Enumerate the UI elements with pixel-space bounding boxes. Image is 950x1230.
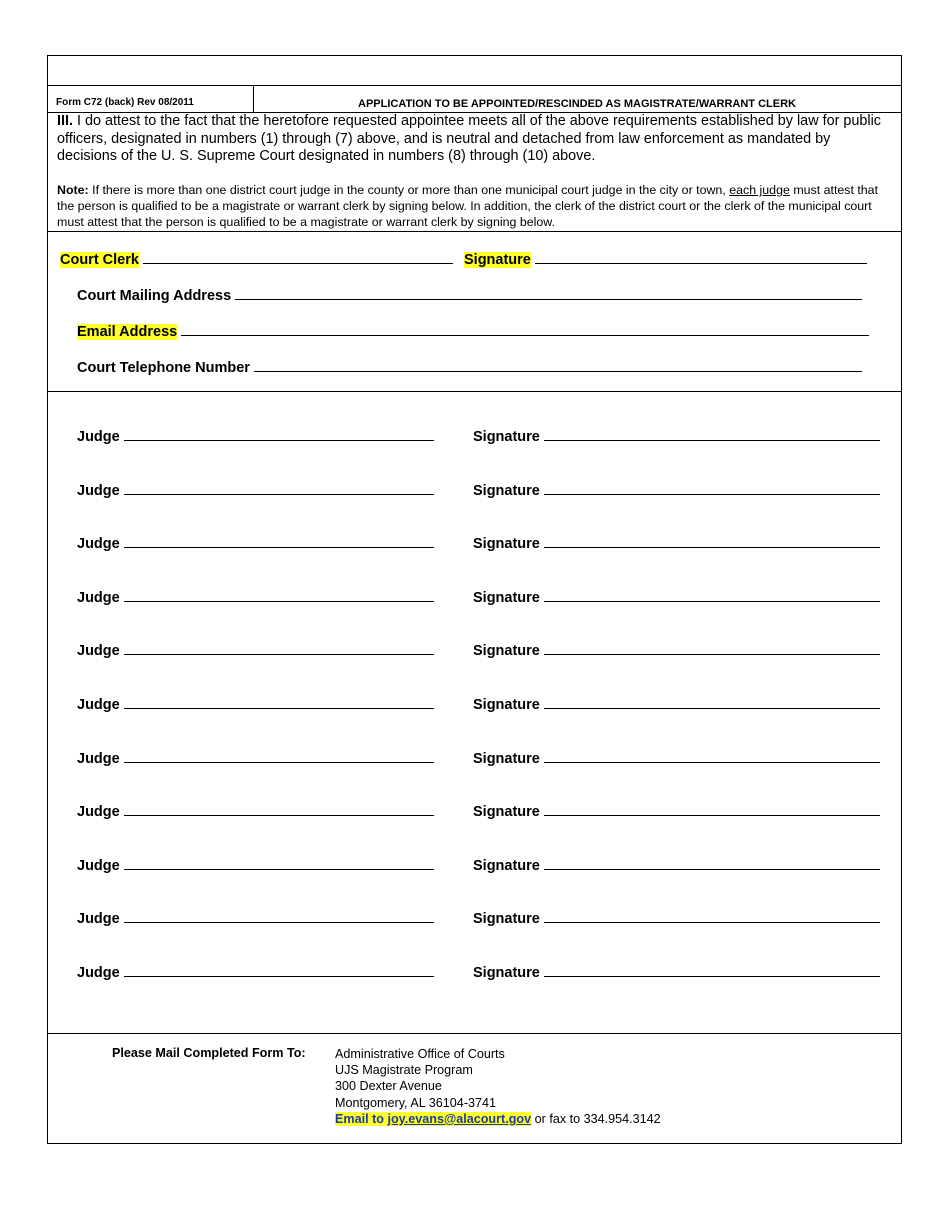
judge-label: Judge: [77, 965, 120, 981]
judge-signature-field[interactable]: [473, 640, 880, 659]
judge-field[interactable]: [77, 855, 434, 874]
judge-label: Judge: [77, 643, 120, 659]
judge-signature-label: Signature: [473, 429, 540, 445]
clerk-signature-label: Signature: [464, 252, 531, 268]
judge-field[interactable]: [77, 908, 434, 927]
judge-signature-line[interactable]: [544, 480, 880, 495]
judge-signature-line[interactable]: [544, 426, 880, 441]
judge-signature-field[interactable]: [473, 533, 880, 552]
judge-signature-label: Signature: [473, 643, 540, 659]
court-mailing-address-field[interactable]: [77, 285, 862, 304]
mail-address: [335, 1046, 661, 1127]
judge-field[interactable]: [77, 748, 434, 767]
judge-field[interactable]: [77, 640, 434, 659]
judge-signature-label: Signature: [473, 697, 540, 713]
judge-name-line[interactable]: [124, 426, 434, 441]
judge-signature-label: Signature: [473, 858, 540, 874]
email-address-line[interactable]: [181, 321, 869, 336]
judge-signature-line[interactable]: [544, 748, 880, 763]
judge-field[interactable]: [77, 962, 434, 981]
mail-line-3: 300 Dexter Avenue: [335, 1079, 442, 1094]
judge-field[interactable]: [77, 426, 434, 445]
judge-signature-line[interactable]: [544, 962, 880, 977]
attest-bottom-rule: [48, 231, 901, 232]
mail-line-4: Montgomery, AL 36104-3741: [335, 1095, 497, 1110]
section-iii-paragraph: [57, 113, 887, 166]
email-link[interactable]: joy.evans@alacourt.gov: [387, 1111, 532, 1126]
judge-label: Judge: [77, 697, 120, 713]
judge-signature-line[interactable]: [544, 533, 880, 548]
judge-signature-line[interactable]: [544, 801, 880, 816]
judge-signature-field[interactable]: [473, 748, 880, 767]
note-paragraph: [57, 182, 897, 230]
mail-label: Please Mail Completed Form To:: [112, 1046, 306, 1060]
judge-label: Judge: [77, 483, 120, 499]
court-mailing-address-label: Court Mailing Address: [77, 288, 232, 304]
email-address-field[interactable]: [77, 321, 869, 340]
form-frame: [47, 55, 902, 1144]
judge-label: Judge: [77, 429, 120, 445]
email-prefix: Email to: [335, 1111, 388, 1126]
judge-signature-field[interactable]: [473, 908, 880, 927]
judge-label: Judge: [77, 911, 120, 927]
clerk-section-bottom-rule: [48, 391, 901, 392]
judge-signature-line[interactable]: [544, 855, 880, 870]
mail-line-2: UJS Magistrate Program: [335, 1063, 473, 1078]
judge-signature-field[interactable]: [473, 587, 880, 606]
note-text-after: must attest that the person is qualified to be a magistrate or warrant clerk by signing below. In addition, the clerk of the district court or the clerk of the municipal court must attest that the person is qualified to be a magistrate or warrant clerk by signing below.: [57, 183, 879, 229]
judge-name-line[interactable]: [124, 908, 434, 923]
mail-line-1: Administrative Office of Courts: [335, 1047, 505, 1061]
judge-signature-line[interactable]: [544, 640, 880, 655]
court-clerk-line[interactable]: [143, 249, 453, 264]
court-telephone-field[interactable]: [77, 357, 862, 376]
judge-label: Judge: [77, 751, 120, 767]
clerk-signature-field[interactable]: [464, 249, 867, 268]
judge-signature-field[interactable]: [473, 801, 880, 820]
judge-field[interactable]: [77, 480, 434, 499]
judge-name-line[interactable]: [124, 962, 434, 977]
judge-signature-label: Signature: [473, 751, 540, 767]
judge-signature-line[interactable]: [544, 694, 880, 709]
judge-name-line[interactable]: [124, 480, 434, 495]
fax-text: or fax to 334.954.3142: [531, 1111, 661, 1126]
judge-signature-field[interactable]: [473, 962, 880, 981]
note-label: Note:: [57, 183, 89, 197]
court-clerk-field[interactable]: [60, 249, 453, 268]
form-title: APPLICATION TO BE APPOINTED/RESCINDED AS MAGISTRATE/WARRANT CLERK: [358, 98, 796, 110]
judge-signature-field[interactable]: [473, 480, 880, 499]
judge-name-line[interactable]: [124, 694, 434, 709]
court-telephone-label: Court Telephone Number: [77, 360, 250, 376]
mail-email-line: [335, 1111, 661, 1127]
judge-field[interactable]: [77, 694, 434, 713]
judge-signature-label: Signature: [473, 804, 540, 820]
judge-signature-label: Signature: [473, 590, 540, 606]
judge-field[interactable]: [77, 587, 434, 606]
judge-signature-label: Signature: [473, 965, 540, 981]
judge-label: Judge: [77, 804, 120, 820]
section-iii-label: III.: [57, 113, 73, 129]
court-telephone-line[interactable]: [254, 357, 862, 372]
judge-name-line[interactable]: [124, 587, 434, 602]
note-text-before: If there is more than one district court judge in the county or more than one municipal court judge in the city or town,: [92, 183, 726, 197]
judge-signature-field[interactable]: [473, 694, 880, 713]
note-each-judge: each judge: [729, 183, 790, 197]
clerk-signature-line[interactable]: [535, 249, 867, 264]
email-highlight: [335, 1112, 531, 1126]
judge-name-line[interactable]: [124, 748, 434, 763]
judge-label: Judge: [77, 536, 120, 552]
judge-signature-field[interactable]: [473, 855, 880, 874]
header-top-rule: [48, 85, 901, 86]
judge-name-line[interactable]: [124, 640, 434, 655]
judge-field[interactable]: [77, 801, 434, 820]
email-address-label: Email Address: [77, 324, 178, 340]
judge-signature-line[interactable]: [544, 908, 880, 923]
form-number: Form C72 (back) Rev 08/2011: [56, 97, 194, 108]
judge-field[interactable]: [77, 533, 434, 552]
section-iii-text: I do attest to the fact that the heretofore requested appointee meets all of the above requirements established by law for public officers, designated in numbers (1) through (7) above, and is neutral and detached from law enforcement as mandated by decisions of the U. S. Supreme Court designated in numbers (8) through (10) above.: [57, 113, 881, 164]
judge-label: Judge: [77, 590, 120, 606]
judge-name-line[interactable]: [124, 801, 434, 816]
judge-signature-label: Signature: [473, 911, 540, 927]
judge-label: Judge: [77, 858, 120, 874]
court-clerk-label: Court Clerk: [60, 252, 139, 268]
judges-section-bottom-rule: [48, 1033, 901, 1034]
judge-signature-label: Signature: [473, 483, 540, 499]
judge-name-line[interactable]: [124, 533, 434, 548]
judge-signature-field[interactable]: [473, 426, 880, 445]
court-mailing-address-line[interactable]: [235, 285, 862, 300]
judge-name-line[interactable]: [124, 855, 434, 870]
judge-signature-line[interactable]: [544, 587, 880, 602]
judge-signature-label: Signature: [473, 536, 540, 552]
